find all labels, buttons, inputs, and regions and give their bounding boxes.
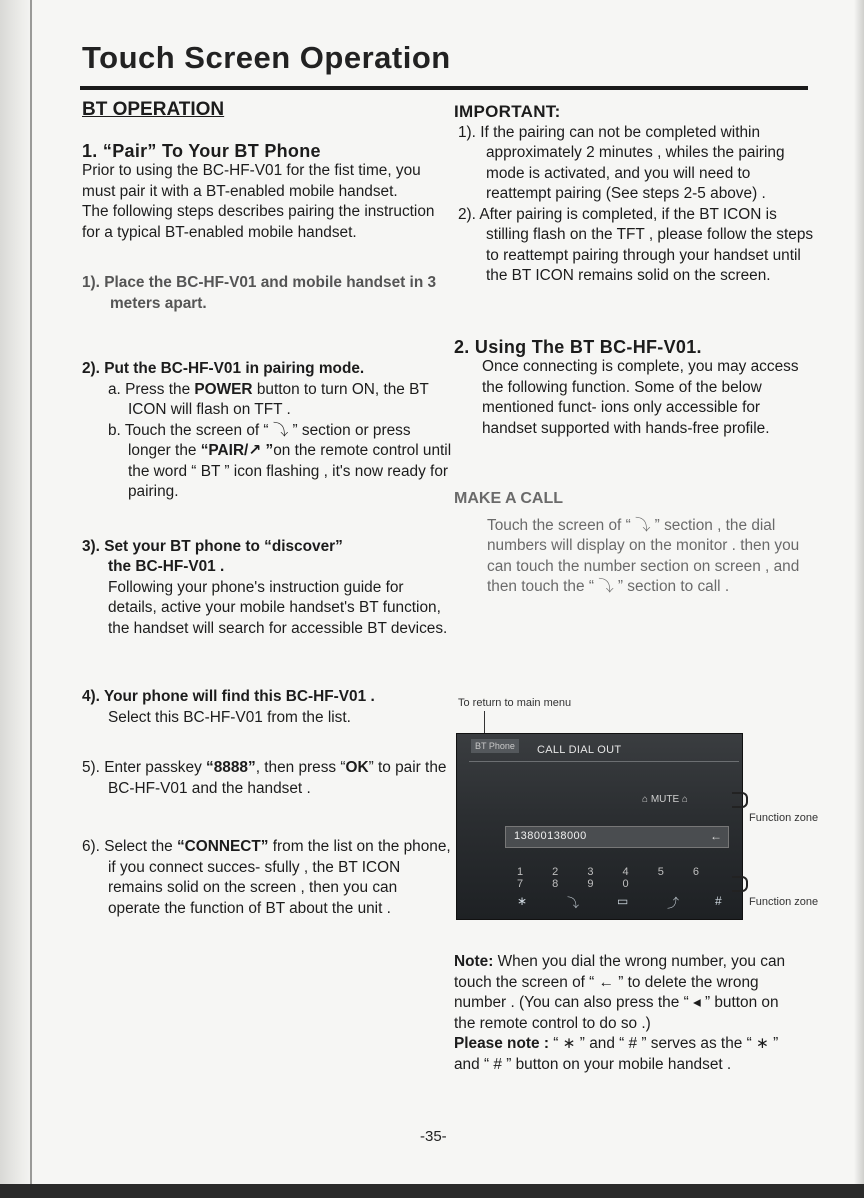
hash-key-icon: # bbox=[715, 894, 722, 908]
using-body: Once connecting is complete, you may access the following function. Some of the below mentioned funct- ions only accessible for handset supported with hands-free profile. bbox=[482, 358, 799, 437]
hangup-key-icon: ⤴ bbox=[667, 896, 680, 910]
dialed-number: 13800138000 bbox=[514, 830, 587, 842]
notes-block bbox=[454, 952, 804, 1075]
important-item-2: 2). After pairing is completed, if the BT ICON is stilling flash on the TFT , please follow the steps to reattempt pairing through your handset until the BT ICON remains solid on the screen. bbox=[458, 205, 814, 284]
function-zone-label-2: Function zone bbox=[749, 896, 819, 908]
using-heading: 2. Using The BT BC-HF-V01. bbox=[454, 336, 702, 357]
function-zone-bracket-2 bbox=[732, 876, 748, 892]
keypad-key-icon: ▭ bbox=[617, 894, 629, 908]
bt-operation-heading: BT OPERATION bbox=[82, 99, 225, 120]
function-zone-label-1: Function zone bbox=[749, 812, 819, 824]
title-divider bbox=[80, 86, 808, 90]
page-bottom-edge bbox=[0, 1184, 864, 1198]
step-3-body: Following your phone's instruction guide for details, active your mobile handset's BT function, the handset will search for accessible BT devices. bbox=[108, 578, 448, 637]
page-title: Touch Screen Operation bbox=[82, 40, 451, 75]
step-4-body: Select this BC-HF-V01 from the list. bbox=[108, 708, 351, 726]
important-heading: IMPORTANT: bbox=[454, 102, 561, 121]
pair-intro-1: Prior to using the BC-HF-V01 for the fist time, you must pair it with a BT-enabled mobile handset. bbox=[82, 162, 421, 200]
step-3-title-b: the BC-HF-V01 . bbox=[108, 558, 225, 575]
make-call-heading: MAKE A CALL bbox=[454, 490, 564, 507]
make-call-body: Touch the screen of “ ⤵ ” section , the dial numbers will display on the monitor . then you can touch the number section on screen , and then touch the “ ⤵ ” section to call . bbox=[487, 516, 800, 595]
bt-phone-screen-illustration bbox=[456, 733, 743, 920]
dial-digits: 1 2 3 4 5 6 7 8 9 0 bbox=[517, 866, 712, 890]
screen-function-keys bbox=[467, 894, 735, 914]
call-dial-out-header: CALL DIAL OUT bbox=[537, 744, 622, 756]
step-1: 1). Place the BC-HF-V01 and mobile handset in 3 meters apart. bbox=[82, 274, 437, 312]
important-item-1: 1). If the pairing can not be completed within approximately 2 minutes , whiles the pairing mode is activated, and you will need to reattempt pairing (See steps 2-5 above) . bbox=[458, 123, 785, 202]
function-zone-bracket-1 bbox=[732, 792, 748, 808]
pair-heading: 1. “Pair” To Your BT Phone bbox=[82, 140, 321, 161]
step-2-title: 2). Put the BC-HF-V01 in pairing mode. bbox=[82, 360, 365, 377]
step-2b: b. Touch the screen of “ ⤵ ” section or press longer the “PAIR/↗ ”on the remote control until the word “ BT ” icon flashing , it's now ready for pairing. bbox=[108, 421, 452, 500]
step-6: 6). Select the “CONNECT” from the list on the phone, if you connect succes- sfully , the BT ICON remains solid on the screen , then you can operate the function of BT about the unit . bbox=[82, 838, 451, 917]
dialed-number-box bbox=[505, 826, 729, 848]
please-note-paragraph: Please note : “ ∗ ” and “ # ” serves as the “ ∗ ” and “ # ” button on your mobile handset . bbox=[454, 1035, 779, 1073]
star-key-icon: ∗ bbox=[517, 894, 528, 908]
pair-intro-2: The following steps describes pairing the instruction for a typical BT-enabled mobile handset. bbox=[82, 203, 435, 241]
step-4-title: 4). Your phone will find this BC-HF-V01 . bbox=[82, 688, 375, 705]
return-main-menu-label: To return to main menu bbox=[458, 697, 572, 709]
step-3-title-a: 3). Set your BT phone to “discover” bbox=[82, 537, 343, 555]
left-column bbox=[82, 100, 452, 919]
mute-function-icons: ⌂ MUTE ⌂ bbox=[642, 794, 688, 805]
bt-phone-tab: BT Phone bbox=[471, 739, 519, 753]
book-spine-shadow bbox=[0, 0, 34, 1198]
call-key-icon: ⤵ bbox=[567, 896, 580, 910]
step-2a: a. Press the POWER button to turn ON, the BT ICON will flash on TFT . bbox=[108, 380, 429, 418]
note-paragraph: Note: When you dial the wrong number, you can touch the screen of “ ← ” to delete the wrong number . (You can also press the “ ◂ ” button on the remote control to do so .) bbox=[454, 953, 786, 1032]
page-number: -35- bbox=[420, 1128, 447, 1145]
page-right-edge bbox=[854, 0, 864, 1198]
delete-arrow-icon: ← bbox=[710, 829, 722, 843]
spine-fold-line bbox=[30, 0, 32, 1198]
right-column bbox=[454, 102, 814, 598]
step-5: 5). Enter passkey “8888”, then press “OK” to pair the BC-HF-V01 and the handset . bbox=[82, 759, 447, 797]
